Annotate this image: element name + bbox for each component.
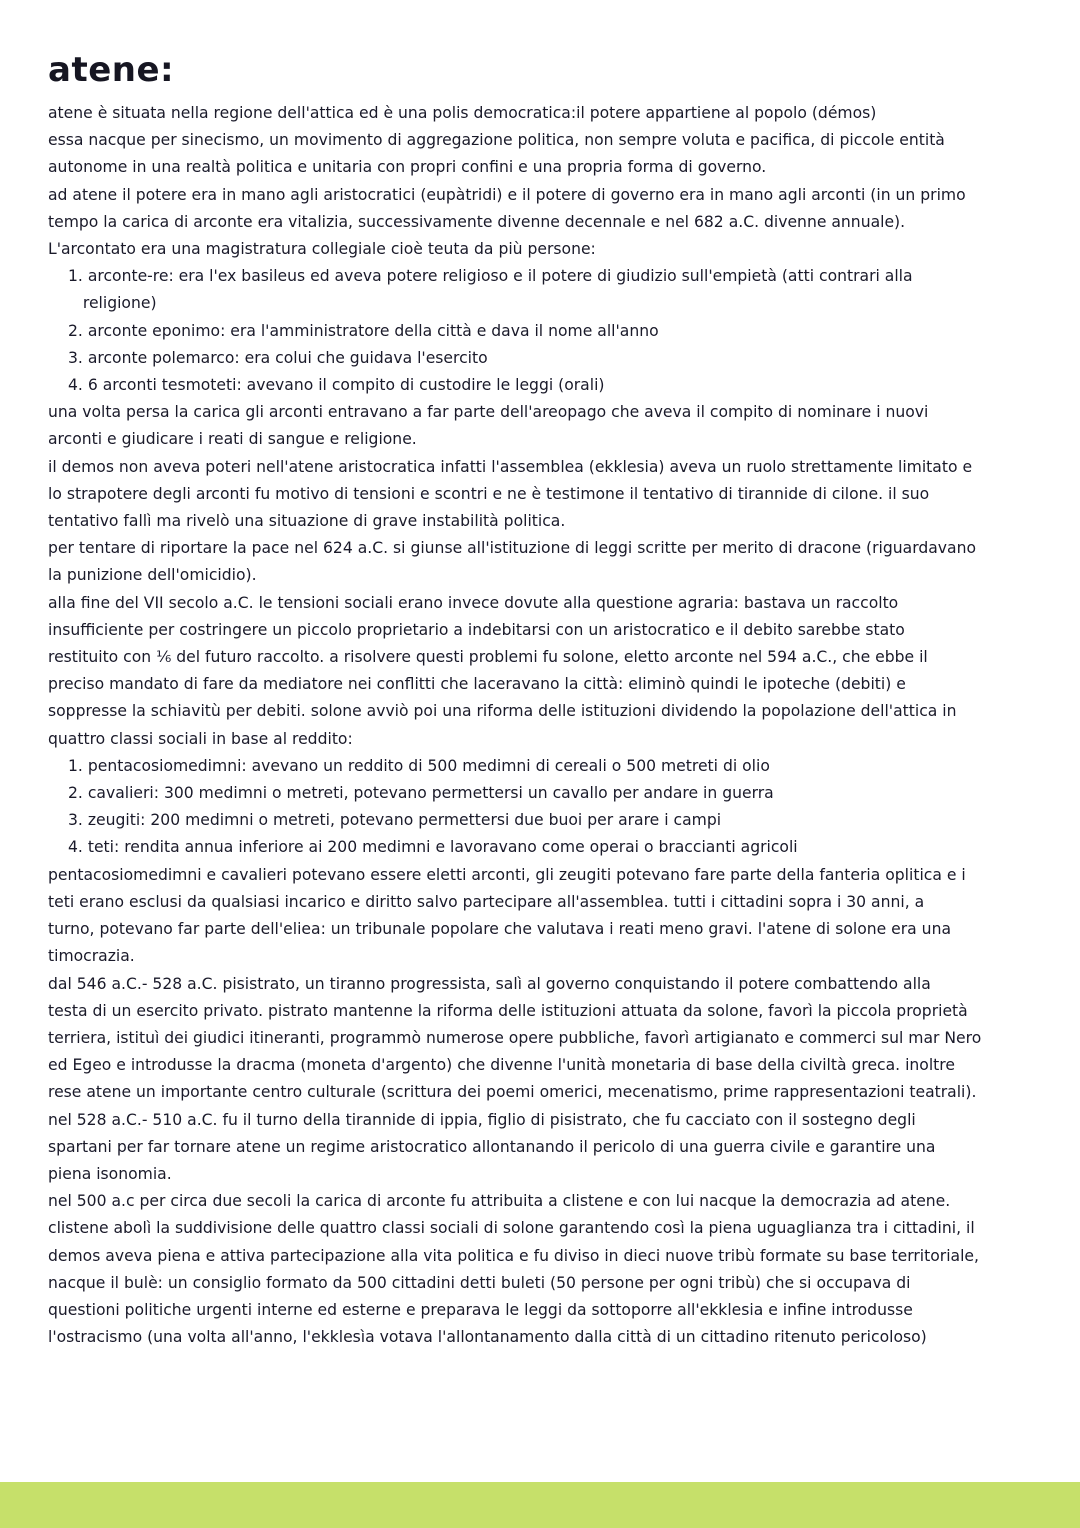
document-body [48, 100, 998, 1351]
paragraph-line: quattro classi sociali in base al reddito: [48, 729, 353, 748]
paragraph-line: alla fine del VII secolo a.C. le tensioni sociali erano invece dovute alla questione agraria: bastava un raccolto [48, 593, 899, 612]
paragraph-line: arconti e giudicare i reati di sangue e religione. [48, 430, 417, 449]
paragraph-line: testa di un esercito privato. pistrato mantenne la riforma delle istituzioni attuata da solone, favorì la piccola proprietà [48, 1001, 968, 1020]
paragraph-line: l'ostracismo (una volta all'anno, l'ekklesìa votava l'allontanamento dalla città di un cittadino ritenuto pericoloso) [48, 1328, 927, 1347]
paragraph-line: demos aveva piena e attiva partecipazione alla vita politica e fu diviso in dieci nuove tribù formate su base territoriale, [48, 1246, 979, 1265]
paragraph-line: restituito con ⅙ del futuro raccolto. a risolvere questi problemi fu solone, eletto arconte nel 594 a.C., che ebbe il [48, 648, 928, 667]
paragraph-line: clistene abolì la suddivisione delle quattro classi sociali di solone garantendo così la piena uguaglianza tra i cittadini, il [48, 1219, 975, 1238]
list-item-line: 3. arconte polemarco: era colui che guidava l'esercito [68, 348, 488, 367]
paragraph-line: turno, potevano far parte dell'eliea: un tribunale popolare che valutava i reati meno gravi. l'atene di solone era una [48, 920, 952, 939]
page-title: atene: [48, 50, 175, 90]
paragraph-line: dal 546 a.C.- 528 a.C. pisistrato, un tiranno progressista, salì al governo conquistando il potere combattendo alla [48, 974, 931, 993]
paragraph-line: essa nacque per sinecismo, un movimento di aggregazione politica, non sempre voluta e pacifica, di piccole entità [48, 131, 945, 150]
paragraph-line: tempo la carica di arconte era vitalizia, successivamente divenne decennale e nel 682 a.C. divenne annuale). [48, 212, 906, 231]
paragraph-line: insufficiente per costringere un piccolo proprietario a indebitarsi con un aristocratico e il debito sarebbe stato [48, 620, 905, 639]
list-item-line: 1. arconte-re: era l'ex basileus ed aveva potere religioso e il potere di giudizio sull'empietà (atti contrari alla [68, 267, 913, 286]
paragraph-line: nel 500 a.c per circa due secoli la carica di arconte fu attribuita a clistene e con lui nacque la democrazia ad atene. [48, 1192, 951, 1211]
list-item-line: 3. zeugiti: 200 medimni o metreti, potevano permettersi due buoi per arare i campi [68, 811, 722, 830]
paragraph-line: questioni politiche urgenti interne ed esterne e preparava le leggi da sottoporre all'ekklesia e infine introdusse [48, 1300, 913, 1319]
paragraph-line: teti erano esclusi da qualsiasi incarico e diritto salvo partecipare all'assemblea. tutti i cittadini sopra i 30 anni, a [48, 892, 925, 911]
paragraph-line: per tentare di riportare la pace nel 624 a.C. si giunse all'istituzione di leggi scritte per merito di dracone (riguardavano [48, 539, 977, 558]
list-item-line: religione) [68, 294, 157, 313]
paragraph-line: spartani per far tornare atene un regime aristocratico allontanando il pericolo di una guerra civile e garantire una [48, 1137, 936, 1156]
list-item-line: 2. arconte eponimo: era l'amministratore della città e dava il nome all'anno [68, 321, 659, 340]
paragraph-line: nel 528 a.C.- 510 a.C. fu il turno della tirannide di ippia, figlio di pisistrato, che fu cacciato con il sostegno degli [48, 1110, 916, 1129]
paragraph-line: L'arcontato era una magistratura collegiale cioè teuta da più persone: [48, 240, 596, 259]
list-item-line: 2. cavalieri: 300 medimni o metreti, potevano permettersi un cavallo per andare in guerra [68, 784, 774, 803]
paragraph-line: pentacosiomedimni e cavalieri potevano essere eletti arconti, gli zeugiti potevano fare parte della fanteria oplitica e i [48, 865, 966, 884]
paragraph-line: ad atene il potere era in mano agli aristocratici (eupàtridi) e il potere di governo era in mano agli arconti (in un primo [48, 185, 966, 204]
paragraph-line: autonome in una realtà politica e unitaria con propri confini e una propria forma di governo. [48, 158, 767, 177]
paragraph-line: il demos non aveva poteri nell'atene aristocratica infatti l'assemblea (ekklesia) aveva un ruolo strettamente limitato e [48, 457, 973, 476]
paragraph-line: la punizione dell'omicidio). [48, 566, 257, 585]
list-item-line: 4. teti: rendita annua inferiore ai 200 medimni e lavoravano come operai o braccianti agricoli [68, 838, 798, 857]
paragraph-line: atene è situata nella regione dell'attica ed è una polis democratica:il potere appartiene al popolo (démos) [48, 104, 877, 122]
list-item-line: 4. 6 arconti tesmoteti: avevano il compito di custodire le leggi (orali) [68, 376, 605, 395]
paragraph-line: nacque il bulè: un consiglio formato da 500 cittadini detti buleti (50 persone per ogni tribù) che si occupava di [48, 1273, 911, 1292]
paragraph-line: terriera, istituì dei giudici itineranti, programmò numerose opere pubbliche, favorì artigianato e commerci sul mar Nero [48, 1028, 982, 1047]
paragraph-line: lo strapotere degli arconti fu motivo di tensioni e scontri e ne è testimone il tentativo di tirannide di cilone. il suo [48, 484, 930, 503]
paragraph-line: tentativo fallì ma rivelò una situazione di grave instabilità politica. [48, 512, 566, 531]
footer-bar [0, 1482, 1080, 1528]
document-page [48, 50, 998, 1351]
paragraph-line: ed Egeo e introdusse la dracma (moneta d'argento) che divenne l'unità monetaria di base della civiltà greca. inoltre [48, 1056, 955, 1075]
list-item-line: 1. pentacosiomedimni: avevano un reddito di 500 medimni di cereali o 500 metreti di olio [68, 756, 770, 775]
paragraph-line: preciso mandato di fare da mediatore nei conflitti che laceravano la città: eliminò quindi le ipoteche (debiti) e [48, 675, 906, 694]
paragraph-line: timocrazia. [48, 947, 135, 966]
paragraph-line: rese atene un importante centro culturale (scrittura dei poemi omerici, mecenatismo, prime rappresentazioni teatrali). [48, 1083, 977, 1102]
paragraph-line: soppresse la schiavitù per debiti. solone avviò poi una riforma delle istituzioni dividendo la popolazione dell'attica in [48, 702, 957, 721]
paragraph-line: piena isonomia. [48, 1164, 172, 1183]
paragraph-line: una volta persa la carica gli arconti entravano a far parte dell'areopago che aveva il compito di nominare i nuovi [48, 403, 929, 422]
